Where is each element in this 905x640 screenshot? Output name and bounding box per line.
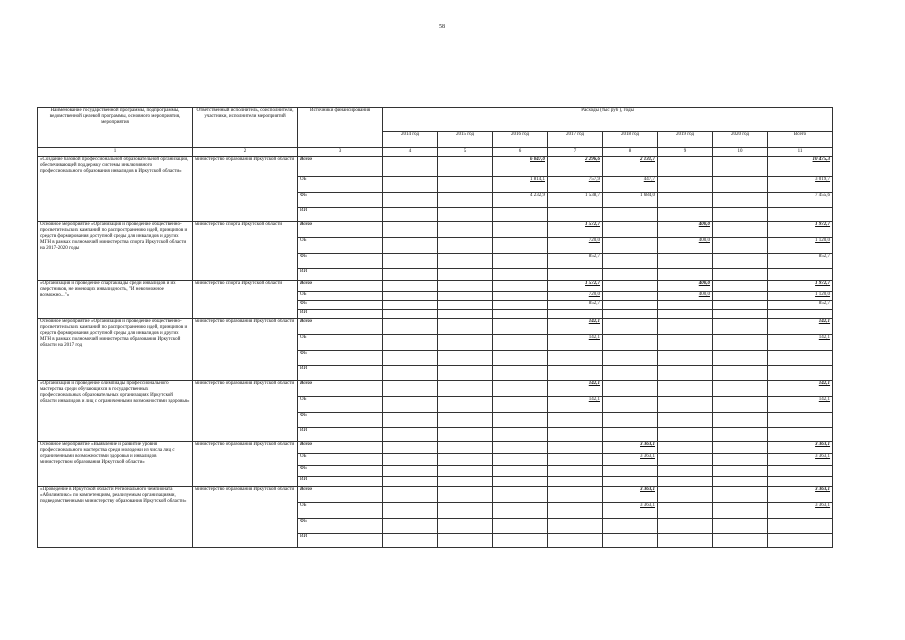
expense-value — [713, 454, 768, 466]
expense-value — [438, 319, 493, 335]
expense-value — [768, 477, 833, 487]
activity-name: Основное мероприятие «Организация и проведение общественно-просветительских кампаний по распространению идей, принципов и средств формирования доступной среды для инвалидов и других МГН в рамках полномочий министерства спорта Иркутской области на 2017-2020 годы — [38, 222, 193, 281]
funding-source: Всего — [298, 319, 383, 335]
expense-value: 852,7 — [768, 254, 833, 269]
expense-value — [658, 413, 713, 428]
expense-value: 852,7 — [548, 254, 603, 269]
header-year: 2016 год — [493, 132, 548, 148]
expense-value — [438, 366, 493, 381]
expense-value — [493, 335, 548, 351]
expense-value — [493, 534, 548, 548]
expense-value — [548, 310, 603, 319]
funding-source: ОБ — [298, 454, 383, 466]
expense-value: 1 684,0 — [603, 193, 658, 208]
expense-value — [493, 301, 548, 310]
expense-value — [493, 281, 548, 292]
expense-value — [548, 413, 603, 428]
expense-value — [658, 310, 713, 319]
funding-source: Всего — [298, 222, 383, 238]
header-source: Источники финансирования — [298, 108, 383, 148]
expense-value — [438, 238, 493, 254]
expense-value — [603, 335, 658, 351]
column-number: 5 — [438, 148, 493, 157]
expense-value — [713, 381, 768, 397]
expense-value — [438, 292, 493, 301]
funding-source: Всего — [298, 157, 383, 177]
funding-source: ИИ — [298, 310, 383, 319]
expense-value — [383, 319, 438, 335]
expense-value — [603, 269, 658, 281]
expense-value — [658, 319, 713, 335]
expense-value — [438, 454, 493, 466]
expense-value: 1 120,0 — [768, 292, 833, 301]
expense-value — [383, 477, 438, 487]
funding-source: ФБ — [298, 351, 383, 366]
expense-value: 142,1 — [548, 335, 603, 351]
expense-value — [438, 335, 493, 351]
expense-value — [658, 477, 713, 487]
expense-value — [603, 254, 658, 269]
funding-source: ОБ — [298, 292, 383, 301]
funding-source: ИИ — [298, 428, 383, 442]
expense-value — [438, 301, 493, 310]
expense-value: 3 363,1 — [768, 442, 833, 454]
expense-value: 3 363,1 — [768, 503, 833, 519]
header-name: Наименование государственной программы, подпрограммы, ведомственной целевой программы, основного мероприятия, мероприятия — [38, 108, 193, 148]
expense-value — [768, 413, 833, 428]
funding-source: ФБ — [298, 193, 383, 208]
expense-value: 852,7 — [548, 301, 603, 310]
expense-value — [383, 366, 438, 381]
expense-value: 3 363,1 — [603, 442, 658, 454]
expense-value — [603, 381, 658, 397]
expense-value: 6 047,0 — [493, 157, 548, 177]
expense-value — [768, 519, 833, 534]
expense-value — [438, 519, 493, 534]
funding-source: ОБ — [298, 397, 383, 413]
expense-value: 1 972,7 — [768, 222, 833, 238]
expense-value — [383, 503, 438, 519]
expense-value: 400,0 — [658, 222, 713, 238]
expense-value — [383, 519, 438, 534]
expense-value — [548, 534, 603, 548]
expense-value — [438, 487, 493, 503]
expense-value — [383, 310, 438, 319]
funding-source: ИИ — [298, 269, 383, 281]
expense-value — [658, 534, 713, 548]
expense-value: 3 363,1 — [603, 487, 658, 503]
column-number: 4 — [383, 148, 438, 157]
page-number: 58 — [439, 24, 445, 30]
column-number: 8 — [603, 148, 658, 157]
expense-value — [438, 281, 493, 292]
expense-value — [548, 466, 603, 477]
expense-value — [383, 381, 438, 397]
expense-value — [438, 157, 493, 177]
expense-value — [768, 208, 833, 222]
expense-value: 142,1 — [548, 381, 603, 397]
expense-value: 1 538,7 — [548, 193, 603, 208]
expense-value — [603, 413, 658, 428]
expense-value: 10 475,3 — [768, 157, 833, 177]
funding-source: Всего — [298, 381, 383, 397]
expense-value: 720,0 — [548, 238, 603, 254]
expense-value — [658, 254, 713, 269]
expense-value — [383, 292, 438, 301]
funding-source: ИИ — [298, 208, 383, 222]
column-number: 10 — [713, 148, 768, 157]
expense-value — [548, 351, 603, 366]
expense-value — [713, 503, 768, 519]
activity-name: «Организация и проведение олимпиады профессионального мастерства среди обучающихся в государственных профессиональных образовательных организациях Иркутской области инвалидов и лиц с ограниченными возможностями здоровья» — [38, 381, 193, 442]
expense-value — [383, 413, 438, 428]
expense-value — [493, 477, 548, 487]
responsible-executor: министерство образования Иркутской области — [193, 487, 298, 548]
expense-value — [383, 397, 438, 413]
expense-value — [713, 269, 768, 281]
expense-value — [603, 534, 658, 548]
funding-source: ФБ — [298, 466, 383, 477]
funding-source: Всего — [298, 487, 383, 503]
expense-value — [713, 413, 768, 428]
expense-value — [768, 310, 833, 319]
expense-value — [383, 428, 438, 442]
header-year: 2014 год — [383, 132, 438, 148]
expense-value: 720,0 — [548, 292, 603, 301]
funding-source: ФБ — [298, 519, 383, 534]
expense-value — [658, 208, 713, 222]
table-row — [38, 381, 833, 397]
expense-value — [493, 292, 548, 301]
expense-value — [493, 454, 548, 466]
expense-value — [438, 269, 493, 281]
expense-value — [658, 366, 713, 381]
expense-value — [383, 351, 438, 366]
expense-value — [438, 351, 493, 366]
expense-value — [383, 301, 438, 310]
expense-value — [658, 397, 713, 413]
expense-value: 3 363,1 — [603, 503, 658, 519]
column-number: 1 — [38, 148, 193, 157]
activity-name: «Организация и проведение спартакиады среди инвалидов и их сверстников, не имеющих инвалидность, "И невозможное возможно..."» — [38, 281, 193, 319]
responsible-executor: министерство спорта Иркутской области — [193, 222, 298, 281]
table-row — [38, 442, 833, 454]
expense-value — [438, 254, 493, 269]
funding-source: ОБ — [298, 238, 383, 254]
expense-value — [493, 254, 548, 269]
expense-value — [548, 442, 603, 454]
expense-value — [493, 319, 548, 335]
expense-value — [438, 477, 493, 487]
expense-value — [713, 301, 768, 310]
expense-value — [493, 222, 548, 238]
expense-value — [548, 269, 603, 281]
funding-source: ОБ — [298, 335, 383, 351]
expense-value — [713, 222, 768, 238]
expense-value — [713, 238, 768, 254]
expense-value — [383, 534, 438, 548]
expense-value — [658, 428, 713, 442]
expense-value — [603, 208, 658, 222]
funding-source: Всего — [298, 281, 383, 292]
expense-value — [603, 366, 658, 381]
expense-value — [713, 157, 768, 177]
expense-value — [493, 466, 548, 477]
expense-value — [658, 269, 713, 281]
expense-value — [713, 208, 768, 222]
expense-value — [383, 442, 438, 454]
expense-value — [603, 466, 658, 477]
expense-value — [493, 519, 548, 534]
expense-value — [658, 454, 713, 466]
expense-value — [493, 269, 548, 281]
expense-value — [603, 477, 658, 487]
expense-value — [548, 454, 603, 466]
expense-value — [383, 177, 438, 193]
expense-value — [713, 351, 768, 366]
expense-value: 7 455,6 — [768, 193, 833, 208]
expense-value — [658, 157, 713, 177]
expense-value: 1 572,7 — [548, 281, 603, 292]
column-number: 9 — [658, 148, 713, 157]
expense-value — [548, 208, 603, 222]
header-responsible: Ответственный исполнитель, соисполнители, участники, исполнители мероприятий — [193, 108, 298, 148]
expense-value — [658, 519, 713, 534]
expense-value — [603, 292, 658, 301]
expense-value — [658, 487, 713, 503]
expense-value: 4 232,9 — [493, 193, 548, 208]
expense-value — [713, 397, 768, 413]
expense-value — [438, 310, 493, 319]
funding-source: ФБ — [298, 254, 383, 269]
expense-value — [493, 381, 548, 397]
column-number: 3 — [298, 148, 383, 157]
expense-value: 142,1 — [768, 335, 833, 351]
expense-value — [713, 319, 768, 335]
expense-value — [438, 413, 493, 428]
column-number: 6 — [493, 148, 548, 157]
header-year: 2018 год — [603, 132, 658, 148]
funding-source: ФБ — [298, 413, 383, 428]
expense-value — [713, 177, 768, 193]
responsible-executor: министерство образования Иркутской области — [193, 442, 298, 487]
activity-name: Основное мероприятие «Организация и проведение общественно-просветительских кампаний по распространению идей, принципов и средств формирования доступной среды для инвалидов и других МГН в рамках полномочий министерства образования Иркутской области на 2017 год — [38, 319, 193, 381]
expense-value — [658, 503, 713, 519]
activity-name: «Создание базовой профессиональной образовательной организации, обеспечивающей поддержку системы инклюзивного профессионального образования инвалидов в Иркутской области» — [38, 157, 193, 222]
expense-value: 1 572,7 — [548, 222, 603, 238]
expense-value — [438, 177, 493, 193]
expense-value — [658, 381, 713, 397]
expense-value — [383, 157, 438, 177]
expense-value — [713, 466, 768, 477]
table-row — [38, 281, 833, 292]
header-year: 2019 год — [658, 132, 713, 148]
expense-value — [713, 428, 768, 442]
expense-value — [438, 208, 493, 222]
expense-value — [438, 466, 493, 477]
expense-value — [438, 193, 493, 208]
expense-value: 142,1 — [548, 319, 603, 335]
expense-value — [493, 238, 548, 254]
funding-source: ИИ — [298, 477, 383, 487]
column-number: 11 — [768, 148, 833, 157]
expense-value — [548, 428, 603, 442]
funding-source: ИИ — [298, 534, 383, 548]
expense-value — [548, 477, 603, 487]
column-number: 7 — [548, 148, 603, 157]
expense-value — [383, 269, 438, 281]
expense-value: 1 120,0 — [768, 238, 833, 254]
expense-value — [493, 442, 548, 454]
expense-value — [768, 366, 833, 381]
expense-value — [603, 310, 658, 319]
expense-value — [603, 222, 658, 238]
expense-value — [713, 310, 768, 319]
expense-value — [713, 477, 768, 487]
expense-value: 400,0 — [658, 238, 713, 254]
responsible-executor: министерство образования Иркутской области — [193, 381, 298, 442]
expense-value — [768, 428, 833, 442]
funding-source: ФБ — [298, 301, 383, 310]
expense-value: 142,1 — [768, 397, 833, 413]
expense-value — [658, 193, 713, 208]
table-row — [38, 319, 833, 335]
expense-value: 400,0 — [658, 292, 713, 301]
column-number: 2 — [193, 148, 298, 157]
expense-value — [438, 442, 493, 454]
expense-value: 142,1 — [768, 319, 833, 335]
expense-value: 2 296,6 — [548, 157, 603, 177]
expense-value — [768, 466, 833, 477]
expense-value — [493, 503, 548, 519]
expense-value — [658, 466, 713, 477]
expense-value — [383, 222, 438, 238]
expense-value: 2 131,7 — [603, 157, 658, 177]
expense-value — [713, 519, 768, 534]
header-year: 2020 год — [713, 132, 768, 148]
expense-value — [383, 487, 438, 503]
expense-value — [713, 193, 768, 208]
expense-value — [713, 335, 768, 351]
expense-value: 3 363,1 — [603, 454, 658, 466]
expense-value — [713, 534, 768, 548]
expense-value: 1 972,7 — [768, 281, 833, 292]
expense-value: 142,1 — [768, 381, 833, 397]
expense-value — [548, 503, 603, 519]
expense-value — [493, 397, 548, 413]
expense-value — [603, 397, 658, 413]
funding-source: ОБ — [298, 177, 383, 193]
expense-value — [383, 254, 438, 269]
expense-value — [438, 381, 493, 397]
expense-value — [603, 319, 658, 335]
responsible-executor: министерство спорта Иркутской области — [193, 281, 298, 319]
expense-value — [493, 351, 548, 366]
expense-value — [493, 428, 548, 442]
expense-value: 3 363,1 — [768, 454, 833, 466]
expense-value — [548, 366, 603, 381]
activity-name: «Проведение в Иркутской области Регионального чемпионата «Абилимпикс» по компетенциям, реализуемым организациями, подведомственными министерству образования Иркутской области» — [38, 487, 193, 548]
expense-value — [713, 366, 768, 381]
expense-value: 447,7 — [603, 177, 658, 193]
table-row — [38, 222, 833, 238]
expense-value — [383, 238, 438, 254]
responsible-executor: министерство образования Иркутской области — [193, 157, 298, 222]
expense-value — [603, 238, 658, 254]
expense-value — [768, 269, 833, 281]
expense-value — [493, 487, 548, 503]
expense-value: 852,7 — [768, 301, 833, 310]
expense-value — [768, 534, 833, 548]
expense-value — [493, 366, 548, 381]
expense-value — [383, 193, 438, 208]
expense-value — [658, 301, 713, 310]
expense-value — [383, 281, 438, 292]
expense-value — [438, 503, 493, 519]
budget-table — [37, 107, 833, 548]
expense-value — [438, 397, 493, 413]
table-row — [38, 487, 833, 503]
funding-source: Всего — [298, 442, 383, 454]
expense-value — [383, 466, 438, 477]
responsible-executor: министерство образования Иркутской области — [193, 319, 298, 381]
expense-value — [438, 428, 493, 442]
expense-value — [603, 351, 658, 366]
expense-value — [768, 351, 833, 366]
expense-value — [493, 208, 548, 222]
expense-value — [713, 254, 768, 269]
expense-value — [603, 519, 658, 534]
expense-value — [383, 454, 438, 466]
expense-value — [548, 519, 603, 534]
expense-value — [658, 177, 713, 193]
header-year: Всего — [768, 132, 833, 148]
expense-value — [658, 442, 713, 454]
expense-value — [603, 428, 658, 442]
expense-value — [713, 487, 768, 503]
expense-value: 400,0 — [658, 281, 713, 292]
expense-value — [438, 534, 493, 548]
expense-value — [713, 281, 768, 292]
funding-source: ОБ — [298, 503, 383, 519]
expense-value: 1 814,1 — [493, 177, 548, 193]
expense-value — [603, 281, 658, 292]
expense-value — [383, 208, 438, 222]
expense-value — [383, 335, 438, 351]
header-year: 2015 год — [438, 132, 493, 148]
expense-value — [658, 351, 713, 366]
expense-value — [603, 301, 658, 310]
header-expenses: Расходы (тыс руб ), годы — [383, 108, 833, 132]
table-row — [38, 157, 833, 177]
expense-value — [713, 292, 768, 301]
expense-value — [658, 335, 713, 351]
expense-value — [548, 487, 603, 503]
expense-value: 142,1 — [548, 397, 603, 413]
expense-value — [493, 310, 548, 319]
expense-value: 757,9 — [548, 177, 603, 193]
activity-name: Основное мероприятие «Выявление и развитие уровня профессионального мастерства среди молодежи из числа лиц с ограниченными возможностями здоровья и инвалидов министерством образования Иркутской области» — [38, 442, 193, 487]
expense-value — [713, 442, 768, 454]
expense-value: 3 363,1 — [768, 487, 833, 503]
header-year: 2017 год — [548, 132, 603, 148]
expense-value — [438, 222, 493, 238]
expense-value — [493, 413, 548, 428]
expense-value: 3 019,7 — [768, 177, 833, 193]
funding-source: ИИ — [298, 366, 383, 381]
